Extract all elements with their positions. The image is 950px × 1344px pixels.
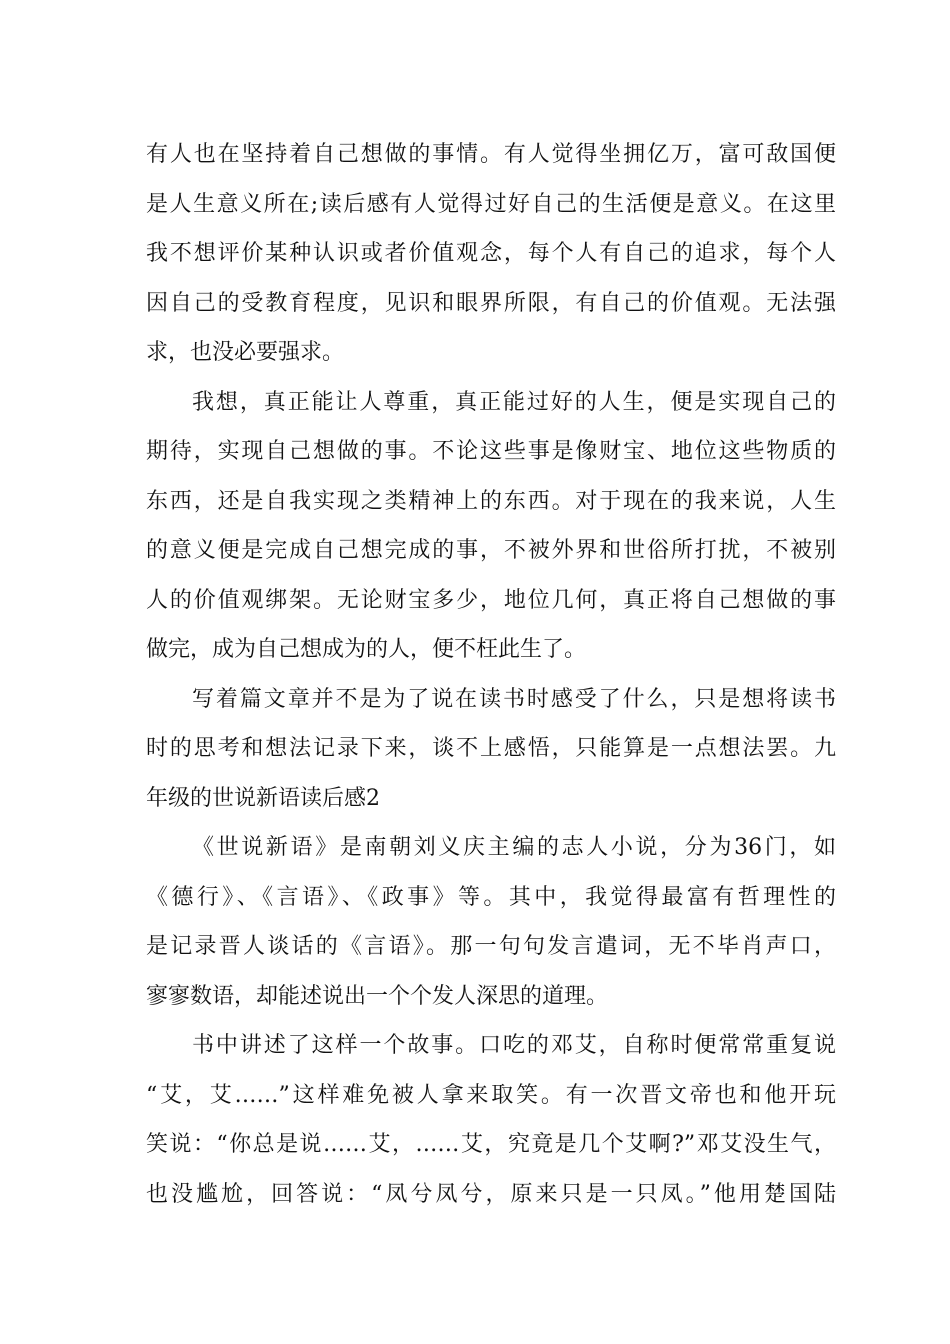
text-line: 因自己的受教育程度，见识和眼界所限，有自己的价值观。无法强 [146,290,836,316]
text-line: 时的思考和想法记录下来，谈不上感悟，只能算是一点想法罢。九 [146,736,836,761]
text-line: “艾，艾……”这样难免被人拿来取笑。有一次晋文帝也和他开玩 [146,1082,836,1108]
paragraph-first-line: 《世说新语》是南朝刘义庆主编的志人小说，分为36门，如 [192,835,836,860]
text-line: 求，也没必要强求。 [146,340,345,365]
text-line: 有人也在坚持着自己想做的事情。有人觉得坐拥亿万，富可敌国便 [146,142,836,167]
paragraph-first-line: 我想，真正能让人尊重，真正能过好的人生，便是实现自己的 [192,389,836,415]
text-line: 寥寥数语，却能述说出一个个发人深思的道理。 [146,983,609,1009]
paragraph-first-line: 书中讲述了这样一个故事。口吃的邓艾，自称时便常常重复说 [192,1033,836,1058]
text-line: 期待，实现自己想做的事。不论这些事是像财宝、地位这些物质的 [146,439,836,464]
text-line: 也没尴尬，回答说：“凤兮凤兮，原来只是一只凤。”他用楚国陆 [146,1181,836,1207]
text-line: 是记录晋人谈话的《言语》。那一句句发言遣词，无不毕肖声口， [146,934,836,959]
paragraph-first-line: 写着篇文章并不是为了说在读书时感受了什么，只是想将读书 [192,686,836,712]
text-line: 东西，还是自我实现之类精神上的东西。对于现在的我来说，人生 [146,488,836,514]
text-line: 人的价值观绑架。无论财宝多少，地位几何，真正将自己想做的事 [146,587,836,613]
text-line: 的意义便是完成自己想完成的事，不被外界和世俗所打扰，不被别 [146,538,836,563]
text-line: 我不想评价某种认识或者价值观念，每个人有自己的追求，每个人 [146,241,836,266]
text-line: 笑说：“你总是说……艾，……艾，究竟是几个艾啊?”邓艾没生气， [146,1132,836,1157]
text-line: 是人生意义所在;读后感有人觉得过好自己的生活便是意义。在这里 [146,191,836,217]
text-line: 《德行》、《言语》、《政事》等。其中，我觉得最富有哲理性的 [146,884,836,910]
document-body [146,130,836,1219]
text-line: 做完，成为自己想成为的人，便不枉此生了。 [146,637,587,662]
section-title-line: 年级的世说新语读后感2 [146,785,380,811]
